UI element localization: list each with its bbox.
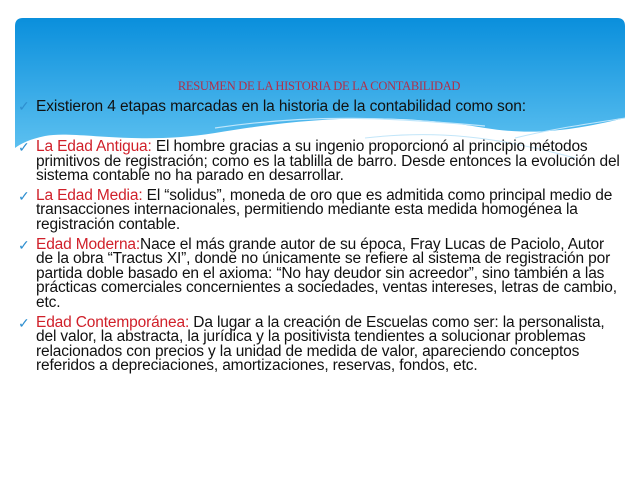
stage-label: La Edad Antigua: bbox=[36, 138, 152, 155]
stage-label: Edad Moderna: bbox=[36, 235, 141, 253]
checkmark-icon: ✓ bbox=[18, 314, 30, 331]
stage-label: Edad Contemporánea: bbox=[36, 313, 190, 331]
checkmark-icon: ✓ bbox=[18, 236, 30, 253]
list-item bbox=[18, 235, 623, 311]
stage-label: La Edad Media: bbox=[36, 186, 143, 204]
intro-text bbox=[18, 98, 526, 116]
list-item bbox=[18, 140, 623, 184]
intro-label: Existieron 4 etapas marcadas en la historia de la contabilidad como son: bbox=[36, 98, 526, 115]
slide-title: RESUMEN DE LA HISTORIA DE LA CONTABILIDAD bbox=[177, 79, 461, 93]
stage-text: El “solidus”, moneda de oro que es admitida como principal medio de transacciones internacionales, permitiendo mediante esta medida homogénea la registración contable. bbox=[36, 186, 613, 233]
list-item bbox=[18, 313, 623, 375]
checkmark-icon: ✓ bbox=[18, 139, 30, 155]
stage-text: Nace el más grande autor de su época, Fray Lucas de Paciolo, Autor de la obra “Tractus XI”, donde no únicamente se refiere al sistema de registración por partida doble basado en el axioma: “No hay deudor sin acreedor”, sino también a las prácticas comerciales concernientes a sociedades, ventas intereses, letras de cambio, etc. bbox=[36, 235, 617, 311]
stage-text: El hombre gracias a su ingenio proporcionó al principio métodos primitivos de registración; como es la tablilla de barro. Desde entonces la evolución del sistema contable no ha parado en desarrollar. bbox=[36, 138, 620, 185]
stage-text: Da lugar a la creación de Escuelas como ser: la personalista, del valor, la abstracta, la jurídica y la positivista tendientes a solucionar problemas relacionados con precios y la unidad de medida de valor, apareciendo conceptos referidos a depreciaciones, amortizaciones, reservas, fondos, etc. bbox=[36, 313, 605, 375]
stages-list bbox=[18, 140, 623, 379]
list-item bbox=[18, 186, 623, 233]
checkmark-icon: ✓ bbox=[18, 187, 30, 204]
checkmark-icon: ✓ bbox=[18, 98, 30, 114]
